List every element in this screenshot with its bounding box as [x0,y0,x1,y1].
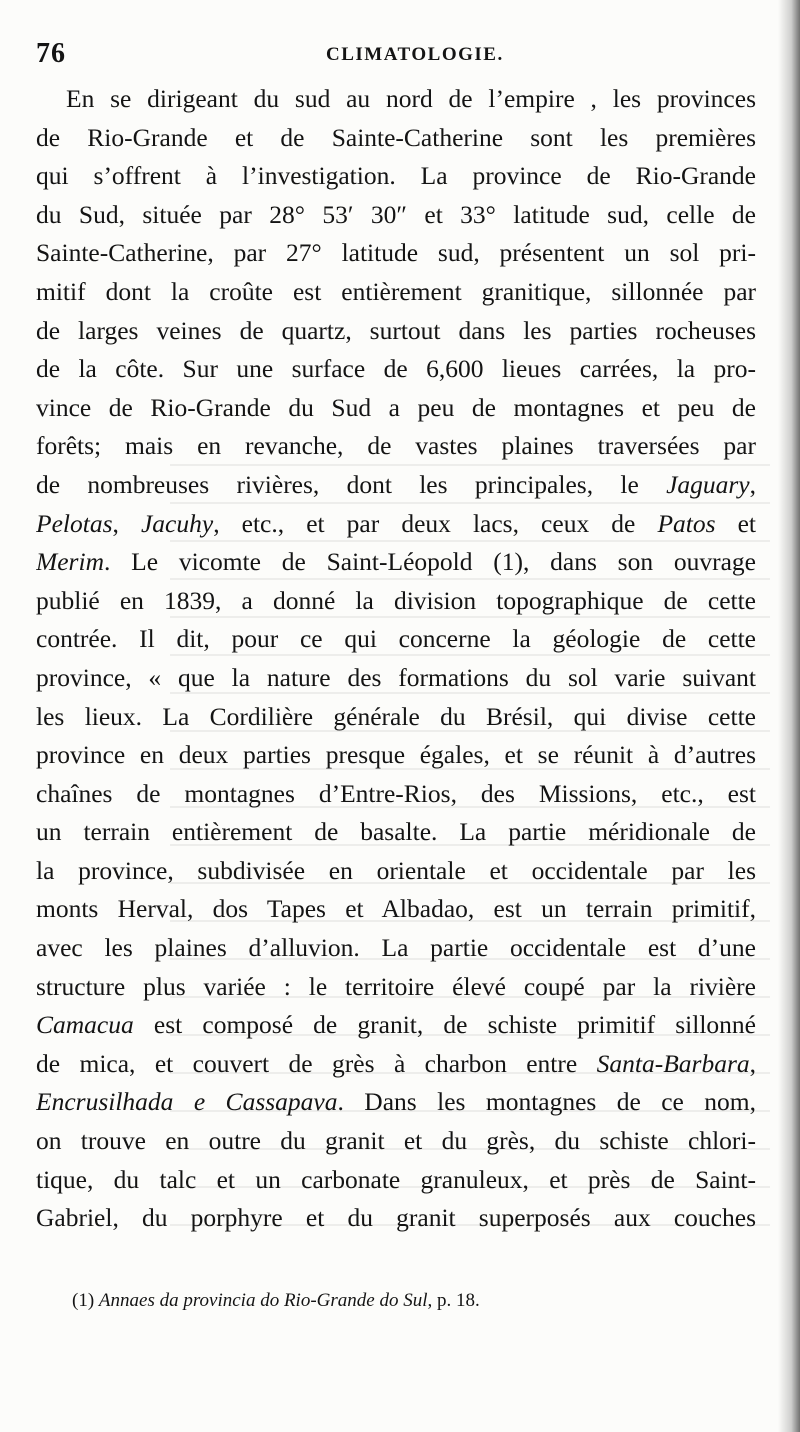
text-segment: de nombreuses rivières, dont les principales, le [36,469,667,499]
running-head: CLIMATOLOGIE. [326,44,504,65]
text-segment: Encrusilhada e Cassapava [36,1087,338,1117]
text-segment: , etc., et par deux lacs, ceux de [213,508,658,538]
text-line [36,273,756,312]
text-segment: de mica, et couvert de grès à charbon entre [36,1048,597,1078]
page-header [36,38,756,74]
text-line [36,119,756,158]
text-segment: avec les plaines d’alluvion. La partie occidentale est d’une [36,933,756,963]
text-line [36,312,756,351]
text-line [36,505,756,544]
text-segment: Jaguary [666,469,750,499]
text-segment: les lieux. La Cordilière générale du Brésil, qui divise cette [36,701,756,731]
footnote-source: Annaes da provincia do Rio-Grande do Sul [98,1290,428,1311]
text-segment: Gabriel, du porphyre et du granit superposés aux couches [36,1203,756,1233]
text-line [36,813,756,852]
text-segment: , [112,508,141,538]
text-line [36,1045,756,1084]
text-segment: province, « que la nature des formations du sol varie suivant [36,662,756,692]
text-segment: on trouve en outre du granit et du grès, du schiste chlori- [36,1126,756,1156]
text-segment: vince de Rio-Grande du Sud a peu de montagnes et peu de [36,392,756,422]
text-segment: est composé de granit, de schiste primitif sillonné [133,1010,756,1040]
text-segment: publié en 1839, a donné la division topographique de cette [36,585,756,615]
text-segment: Merim [36,547,104,577]
text-line [36,466,756,505]
text-segment: chaînes de montagnes d’Entre-Rios, des Missions, etc., est [36,778,756,808]
text-segment: mitif dont la croûte est entièrement granitique, sillonnée par [36,276,756,306]
text-line [36,1199,756,1238]
text-line [36,234,756,273]
text-line [36,80,756,119]
text-segment: de Rio-Grande et de Sainte-Catherine sont les premières [36,122,756,152]
text-line [36,157,756,196]
text-segment: la province, subdivisée en orientale et occidentale par les [36,855,756,885]
text-segment: Pelotas [36,508,113,538]
text-line [36,350,756,389]
text-line [36,852,756,891]
text-segment: de larges veines de quartz, surtout dans les parties rocheuses [36,315,756,345]
text-segment: et [715,508,756,538]
text-line [36,389,756,428]
text-line [36,968,756,1007]
text-line [36,1083,756,1122]
text-line [36,659,756,698]
text-segment: forêts; mais en revanche, de vastes plaines traversées par [36,431,756,461]
text-segment: Jacuhy [140,508,214,538]
text-line [36,775,756,814]
text-segment: contrée. Il dit, pour ce qui concerne la géologie de cette [36,624,756,654]
text-line [36,890,756,929]
text-line [36,698,756,737]
text-segment: Camacua [36,1010,134,1040]
text-segment: Santa-Barbara [596,1048,750,1078]
text-segment: En se dirigeant du sud au nord de l’empire , les provinces [66,84,756,113]
page-edge-shadow [778,0,800,1432]
text-segment: , [749,1048,756,1078]
text-line [36,543,756,582]
text-segment: tique, du talc et un carbonate granuleux, et près de Saint- [36,1164,756,1194]
text-segment: Sainte-Catherine, par 27° latitude sud, présentent un sol pri- [36,238,756,268]
page-number: 76 [36,38,66,69]
footnote-page: , p. 18. [427,1290,480,1311]
text-segment: du Sud, située par 28° 53′ 30″ et 33° latitude sud, celle de [36,199,756,229]
text-segment: . Le vicomte de Saint-Léopold (1), dans son ouvrage [103,547,756,577]
text-segment: monts Herval, dos Tapes et Albadao, est un terrain primitif, [36,894,756,924]
text-line [36,1122,756,1161]
text-segment: de la côte. Sur une surface de 6,600 lieues carrées, la pro- [36,354,756,384]
text-line [36,620,756,659]
text-line [36,196,756,235]
text-segment: qui s’offrent à l’investigation. La province de Rio-Grande [36,161,756,191]
text-line [36,1006,756,1045]
body-text [36,80,756,1238]
text-segment: Patos [657,508,716,538]
text-line [36,929,756,968]
text-segment: . Dans les montagnes de ce nom, [337,1087,756,1117]
text-line [36,582,756,621]
footnote [72,1290,480,1312]
text-segment: , [749,469,756,499]
text-segment: province en deux parties presque égales, et se réunit à d’autres [36,740,756,770]
text-line [36,1161,756,1200]
text-segment: structure plus variée : le territoire élevé coupé par la rivière [36,971,756,1001]
footnote-marker: (1) [72,1290,95,1311]
text-line [36,736,756,775]
text-line [36,427,756,466]
text-segment: un terrain entièrement de basalte. La partie méridionale de [36,817,756,847]
